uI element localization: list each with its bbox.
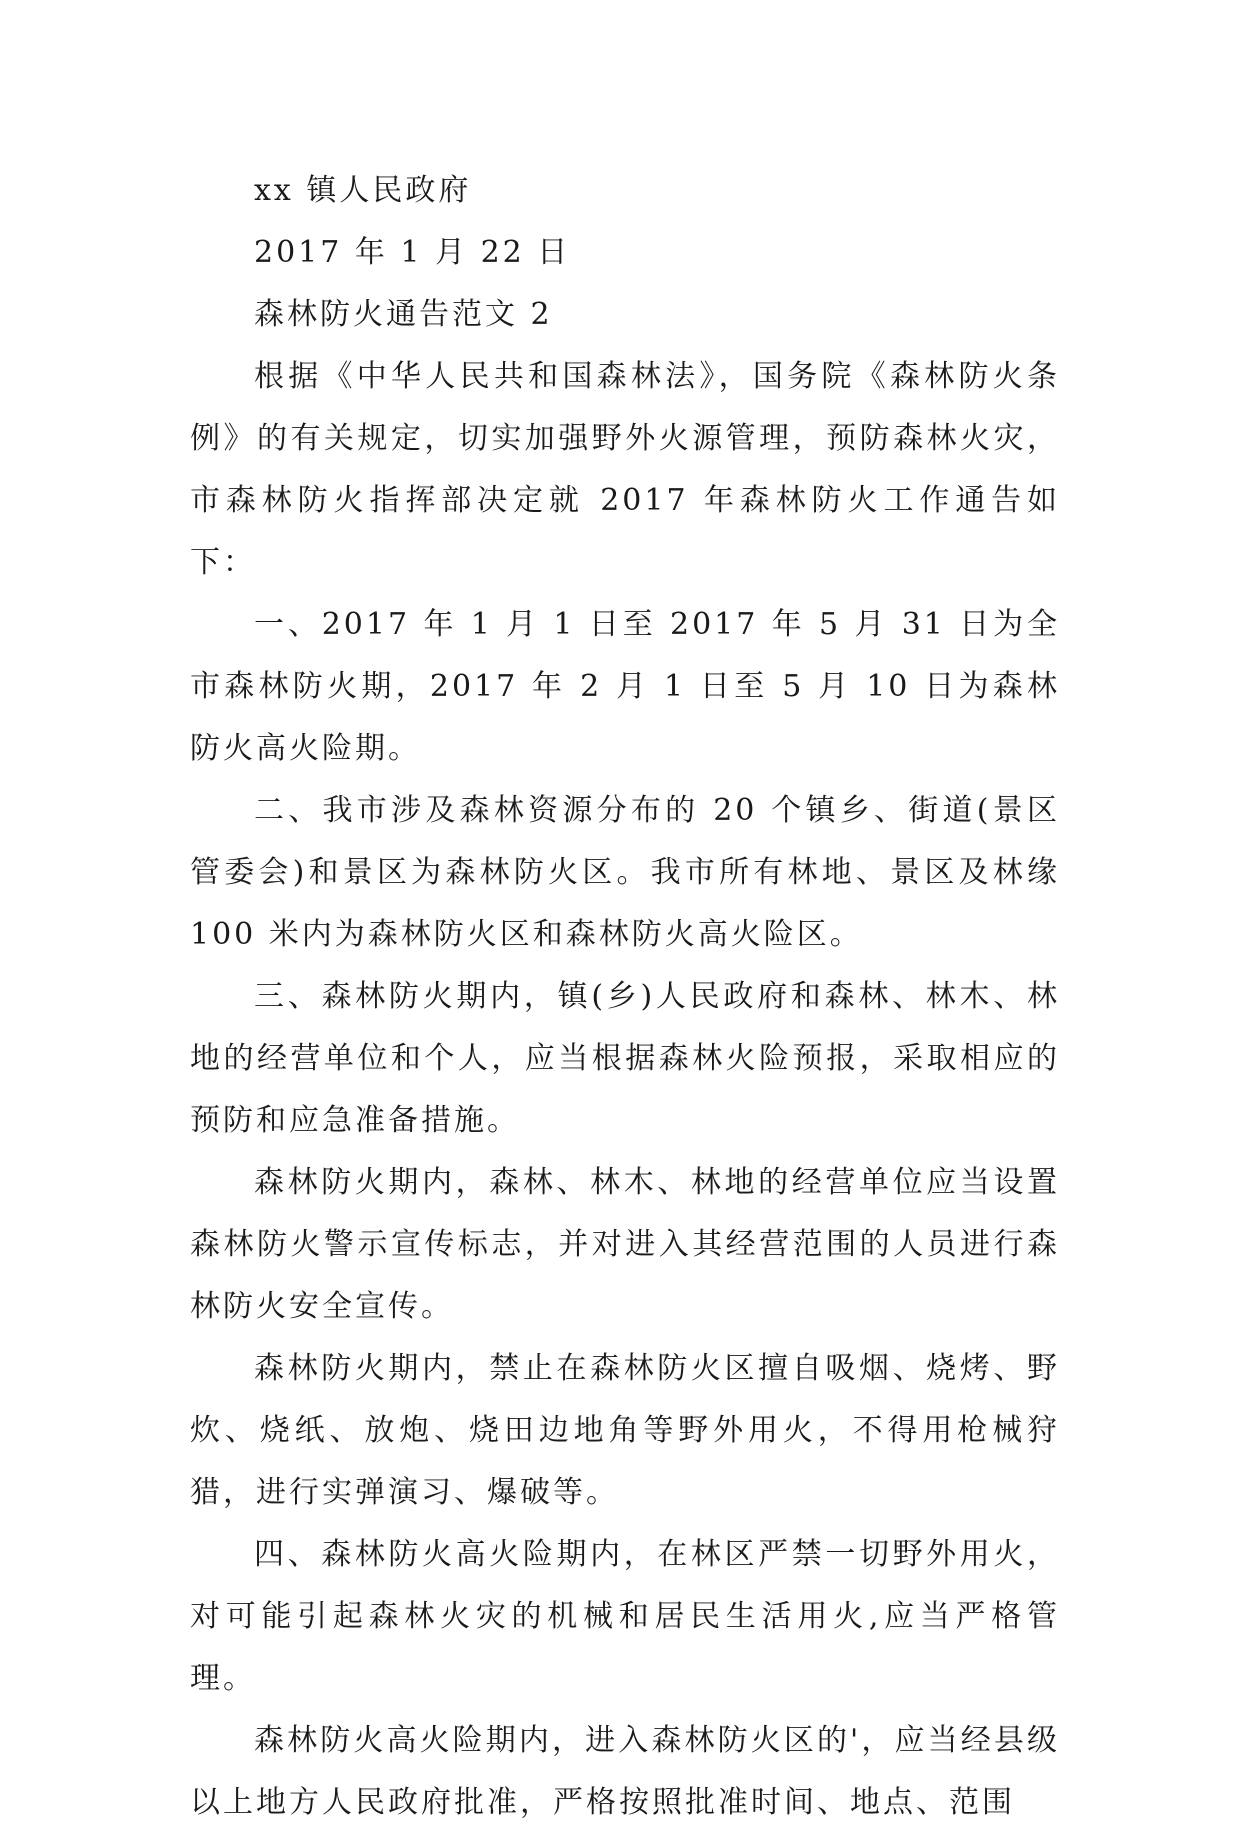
clause-1-paragraph: 一、2017 年 1 月 1 日至 2017 年 5 月 31 日为全市森林防火期，2017 年 2 月 1 日至 5 月 10 日为森林防火高火险期。 — [190, 607, 1060, 766]
document-page — [190, 160, 1060, 1834]
section-title: 森林防火通告范文 2 — [254, 297, 553, 332]
intro-paragraph: 根据《中华人民共和国森林法》，国务院《森林防火条例》的有关规定，切实加强野外火源管理，预防森林火灾，市森林防火指挥部决定就 2017 年森林防火工作通告如下： — [190, 359, 1060, 580]
clause-3-paragraph: 三、森林防火期内，镇(乡)人民政府和森林、林木、林地的经营单位和个人，应当根据森林火险预报，采取相应的预防和应急准备措施。 — [190, 979, 1060, 1138]
date-line: 2017 年 1 月 22 日 — [254, 235, 571, 270]
clause-3-sub-paragraph-2: 森林防火期内，禁止在森林防火区擅自吸烟、烧烤、野炊、烧纸、放炮、烧田边地角等野外用火，不得用枪械狩猎，进行实弹演习、爆破等。 — [190, 1351, 1060, 1510]
clause-4-sub-paragraph-1: 森林防火高火险期内，进入森林防火区的'，应当经县级以上地方人民政府批准，严格按照批准时间、地点、范围 — [190, 1723, 1060, 1820]
sender-line: xx 镇人民政府 — [254, 173, 472, 208]
clause-2-paragraph: 二、我市涉及森林资源分布的 20 个镇乡、街道(景区管委会)和景区为森林防火区。我市所有林地、景区及林缘 100 米内为森林防火区和森林防火高火险区。 — [190, 793, 1060, 952]
clause-4-paragraph: 四、森林防火高火险期内，在林区严禁一切野外用火，对可能引起森林火灾的机械和居民生活用火,应当严格管理。 — [190, 1537, 1060, 1696]
clause-3-sub-paragraph-1: 森林防火期内，森林、林木、林地的经营单位应当设置森林防火警示宣传标志，并对进入其经营范围的人员进行森林防火安全宣传。 — [190, 1165, 1060, 1324]
